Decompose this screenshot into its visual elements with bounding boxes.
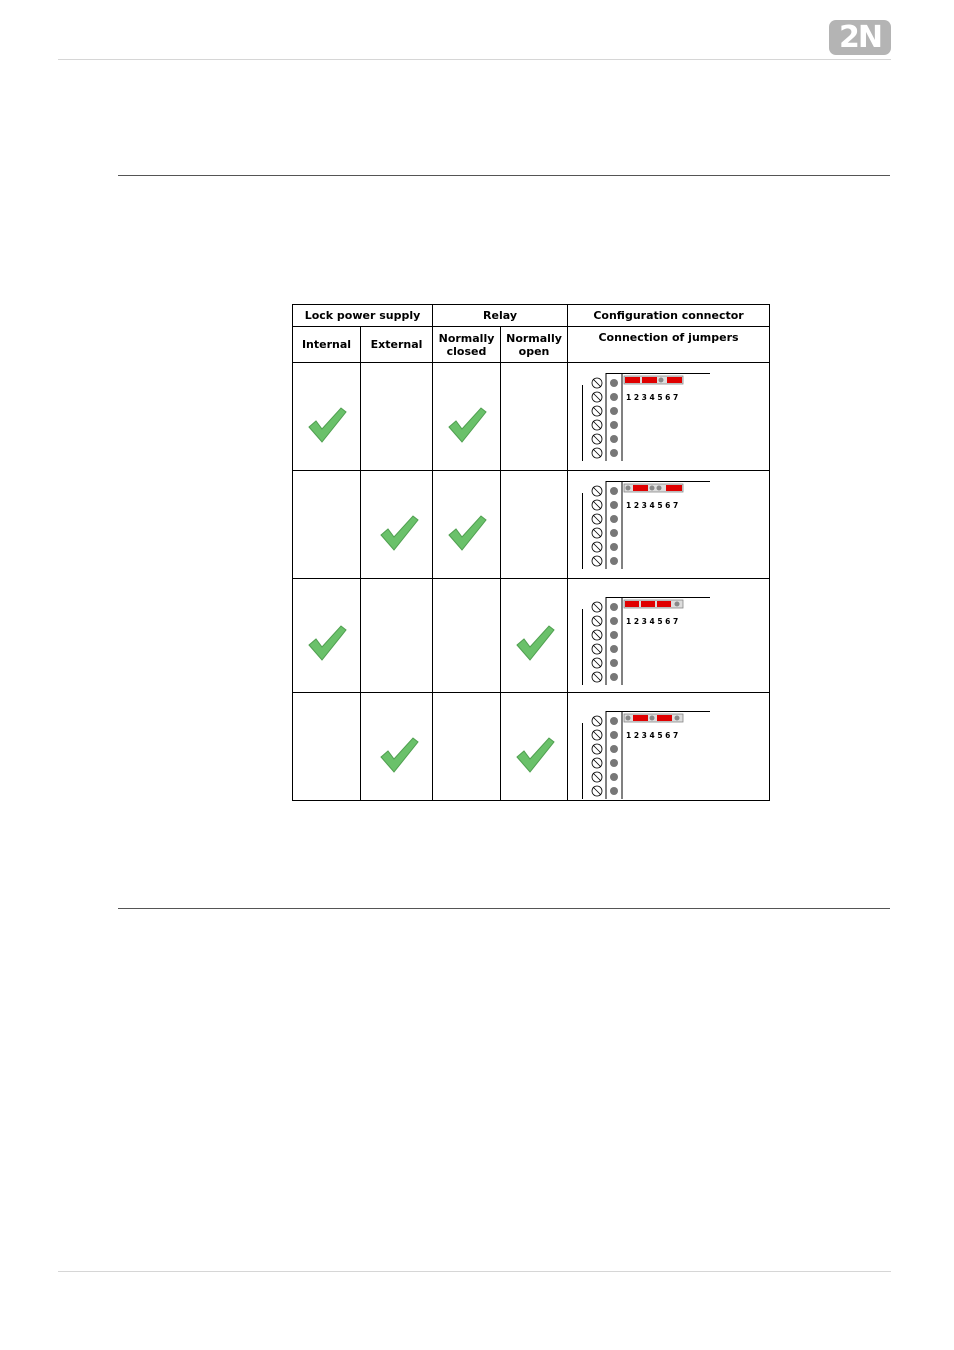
- cell-jumper-diagram: [568, 579, 770, 693]
- cell-internal: [293, 579, 361, 693]
- jumper-configuration-table: [292, 304, 770, 801]
- table-row: [293, 471, 770, 579]
- pin-labels: 1 2 3 4 5 6 7: [626, 731, 679, 740]
- cell-normally-closed: [433, 579, 501, 693]
- brand-logo: 2N: [829, 20, 891, 55]
- cell-normally-open: [501, 471, 568, 579]
- cell-normally-closed: [433, 693, 501, 801]
- cell-normally-open: [501, 579, 568, 693]
- cell-normally-open: [501, 363, 568, 471]
- cell-external: [361, 693, 433, 801]
- cell-external: [361, 363, 433, 471]
- cell-internal: [293, 693, 361, 801]
- header-configuration-connector: Configuration connector: [568, 305, 770, 327]
- table-row: [293, 693, 770, 801]
- cell-internal: [293, 363, 361, 471]
- header-divider: [58, 59, 891, 60]
- header-normally-open: Normally open: [501, 327, 568, 363]
- cell-normally-closed: [433, 471, 501, 579]
- terminal-jumper-diagram: [582, 597, 710, 688]
- cell-external: [361, 579, 433, 693]
- header-internal: Internal: [293, 327, 361, 363]
- header-connection-of-jumpers: Connection of jumpers: [568, 327, 770, 363]
- checkmark-icon: [379, 735, 419, 778]
- checkmark-icon: [307, 623, 347, 666]
- checkmark-icon: [447, 513, 487, 556]
- checkmark-icon: [515, 623, 555, 666]
- pin-labels: 1 2 3 4 5 6 7: [626, 617, 679, 626]
- header-lock-power-supply: Lock power supply: [293, 305, 433, 327]
- cell-internal: [293, 471, 361, 579]
- header-external: External: [361, 327, 433, 363]
- checkmark-icon: [379, 513, 419, 556]
- pin-labels: 1 2 3 4 5 6 7: [626, 393, 679, 402]
- cell-external: [361, 471, 433, 579]
- terminal-jumper-diagram: [582, 481, 710, 572]
- checkmark-icon: [515, 735, 555, 778]
- section-divider-top: [118, 175, 890, 176]
- cell-jumper-diagram: [568, 693, 770, 801]
- header-normally-closed: Normally closed: [433, 327, 501, 363]
- header-relay: Relay: [433, 305, 568, 327]
- terminal-jumper-diagram: [582, 373, 710, 464]
- terminal-jumper-diagram: [582, 711, 710, 802]
- cell-jumper-diagram: [568, 363, 770, 471]
- pin-labels: 1 2 3 4 5 6 7: [626, 501, 679, 510]
- cell-jumper-diagram: [568, 471, 770, 579]
- table-row: [293, 579, 770, 693]
- table-row: [293, 363, 770, 471]
- footer-divider: [58, 1271, 891, 1272]
- checkmark-icon: [307, 405, 347, 448]
- cell-normally-open: [501, 693, 568, 801]
- checkmark-icon: [447, 405, 487, 448]
- cell-normally-closed: [433, 363, 501, 471]
- section-divider-bottom: [118, 908, 890, 909]
